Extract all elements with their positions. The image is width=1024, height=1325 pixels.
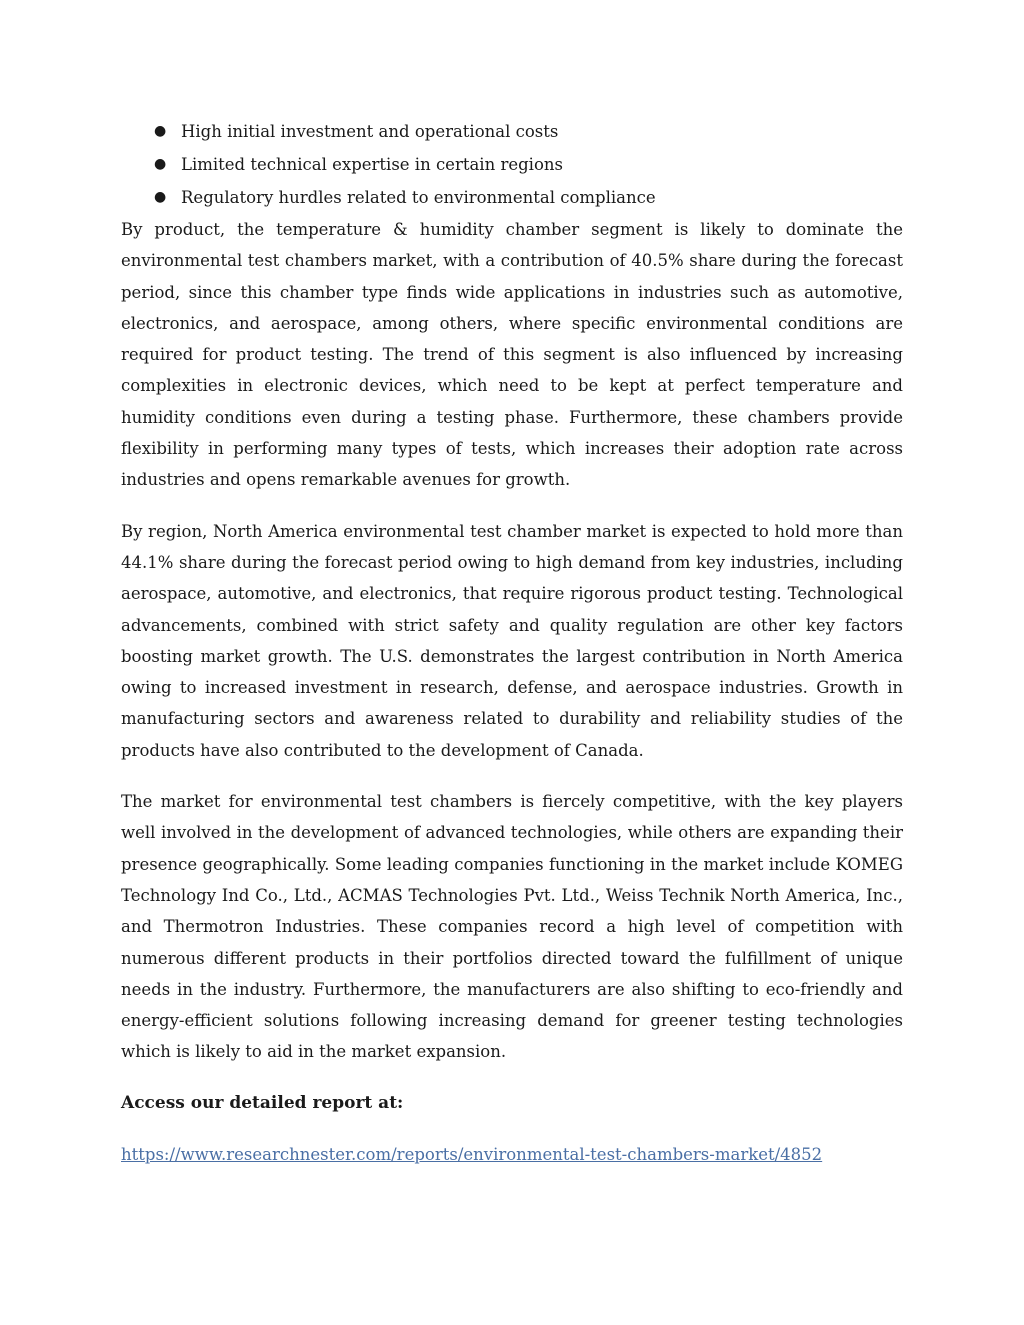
list-item xyxy=(121,181,903,214)
bullet-icon: ● xyxy=(154,189,167,205)
bullet-icon: ● xyxy=(154,156,167,172)
report-access-heading: Access our detailed report at: xyxy=(121,1092,404,1113)
list-item-text: Regulatory hurdles related to environmental compliance xyxy=(181,188,656,207)
competitive-landscape-paragraph: The market for environmental test chambers is fiercely competitive, with the key players well involved in the development of advanced technologies, while others are expanding their presence geographically. Some leading companies functioning in the market include KOMEG Technology Ind Co., Ltd., ACMAS Technologies Pvt. Ltd., Weiss Technik North America, Inc., and Thermotron Industries. These companies record a high level of competition with numerous different products in their portfolios directed toward the fulfillment of unique needs in the industry. Furthermore, the manufacturers are also shifting to eco-friendly and energy-efficient solutions following increasing demand for greener testing technologies which is likely to aid in the market expansion. xyxy=(121,792,903,1062)
list-item-text: High initial investment and operational costs xyxy=(181,122,559,141)
list-item-text: Limited technical expertise in certain regions xyxy=(181,155,563,174)
list-item xyxy=(121,148,903,181)
challenges-list xyxy=(121,115,903,214)
product-segment-paragraph: By product, the temperature & humidity chamber segment is likely to dominate the environmental test chambers market, with a contribution of 40.5% share during the forecast period, since this chamber type finds wide applications in industries such as automotive, electronics, and aerospace, among others, where specific environmental conditions are required for product testing. The trend of this segment is also influenced by increasing complexities in electronic devices, which need to be kept at perfect temperature and humidity conditions even during a testing phase. Furthermore, these chambers provide flexibility in performing many types of tests, which increases their adoption rate across industries and opens remarkable avenues for growth. xyxy=(121,220,903,490)
document-page xyxy=(121,115,903,1170)
report-link[interactable]: https://www.researchnester.com/reports/environmental-test-chambers-market/4852 xyxy=(121,1144,823,1164)
list-item xyxy=(121,115,903,148)
bullet-icon: ● xyxy=(154,123,167,139)
regional-analysis-paragraph: By region, North America environmental test chamber market is expected to hold more than 44.1% share during the forecast period owing to high demand from key industries, including aerospace, automotive, and electronics, that require rigorous product testing. Technological advancements, combined with strict safety and quality regulation are other key factors boosting market growth. The U.S. demonstrates the largest contribution in North America owing to increased investment in research, defense, and aerospace industries. Growth in manufacturing sectors and awareness related to durability and reliability studies of the products have also contributed to the development of Canada. xyxy=(121,521,903,760)
